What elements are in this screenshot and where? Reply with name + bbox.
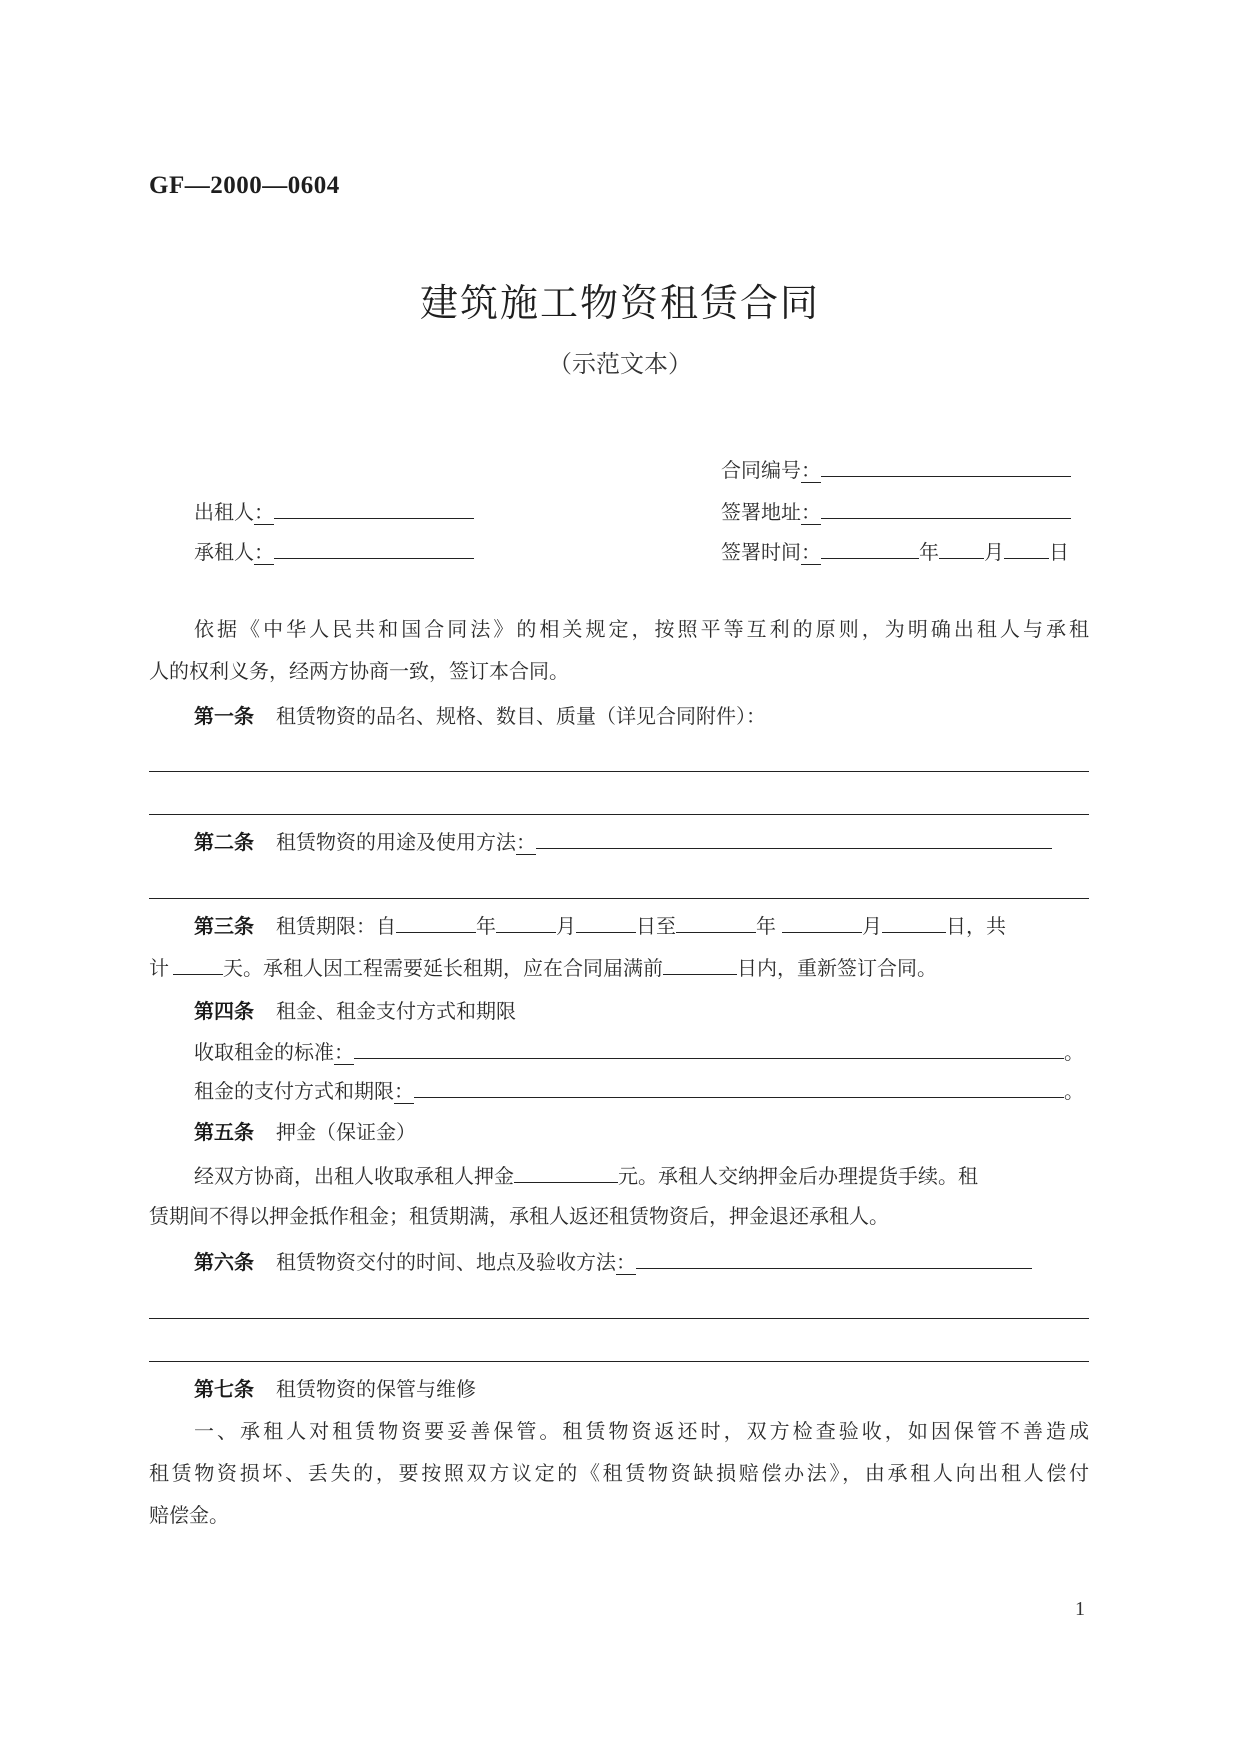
end-year-label: 年 [756,914,776,938]
contract-number-label: 合同编号 [721,458,801,482]
sign-time-label: 签署时间 [721,540,801,564]
lessor-blank[interactable] [274,496,474,519]
article-4-text: 租金、租金支付方式和期限 [276,999,516,1023]
article-1-fill-line-1[interactable] [149,771,1089,772]
payment-method-period: 。 [1064,1079,1084,1103]
article-5-line-2: 赁期间不得以押金抵作租金；租赁期满，承租人返还租赁物资后，押金退还承租人。 [149,1204,889,1228]
start-day-label: 日至 [636,914,676,938]
start-year-label: 年 [476,914,496,938]
contract-title: 建筑施工物资租赁合同 [419,281,820,325]
article-3-line-1 [194,910,1006,941]
lessor-field [194,496,474,527]
end-year-blank[interactable] [676,910,756,933]
contract-number-field [721,454,1071,485]
lessee-blank[interactable] [274,536,474,559]
extension-days-blank[interactable] [663,952,737,975]
article-1 [194,701,766,731]
rent-standard-label: 收取租金的标准 [194,1040,334,1064]
rent-standard-blank[interactable] [354,1036,1064,1059]
contract-subtitle: （示范文本） [548,350,692,378]
extension-text: 天。承租人因工程需要延长租期，应在合同届满前 [223,956,663,980]
start-month-label: 月 [556,914,576,938]
article-1-heading: 第一条 [194,704,254,728]
article-6-colon: ： [616,1250,636,1274]
sign-day-blank[interactable] [1004,536,1049,559]
article-5-text: 押金（保证金） [276,1120,416,1144]
article-7-para-1-line-3: 赔偿金。 [149,1503,229,1527]
payment-method-field [194,1075,1084,1106]
sign-time-field [721,536,1069,567]
article-2-fill-line[interactable] [149,898,1089,899]
article-6 [194,1246,1032,1277]
total-days-blank[interactable] [173,952,223,975]
article-3-lease-term: 租赁期限：自 [276,914,396,938]
sign-time-colon: ： [801,540,821,564]
article-6-fill-line-1[interactable] [149,1318,1089,1319]
article-2-colon: ： [516,830,536,854]
contract-number-blank[interactable] [821,454,1071,477]
intro-line-2: 人的权利义务，经两方协商一致，签订本合同。 [149,659,569,683]
article-7-para-1-line-2: 租赁物资损坏、丢失的，要按照双方议定的《租赁物资缺损赔偿办法》，由承租人向出租人偿付 [149,1461,1089,1485]
article-5 [194,1117,416,1147]
lessee-label: 承租人 [194,540,254,564]
article-6-blank[interactable] [636,1246,1032,1269]
article-3-heading: 第三条 [194,914,254,938]
sign-day-label: 日 [1049,540,1069,564]
rent-standard-period: 。 [1064,1040,1084,1064]
lessor-colon: ： [254,500,274,524]
article-6-heading: 第六条 [194,1250,254,1274]
end-month-blank[interactable] [782,910,862,933]
article-6-text: 租赁物资交付的时间、地点及验收方法 [276,1250,616,1274]
payment-method-blank[interactable] [414,1075,1064,1098]
lessor-label: 出租人 [194,500,254,524]
rent-standard-colon: ： [334,1040,354,1064]
rent-standard-field [194,1036,1084,1067]
sign-year-blank[interactable] [821,536,919,559]
article-3-line-2 [149,952,937,983]
article-2-blank[interactable] [536,826,1052,849]
article-2-heading: 第二条 [194,830,254,854]
intro-line-1: 依据《中华人民共和国合同法》的相关规定，按照平等互利的原则，为明确出租人与承租 [194,617,1089,641]
sign-place-blank[interactable] [821,496,1071,519]
sign-place-label: 签署地址 [721,500,801,524]
deposit-text-a: 经双方协商，出租人收取承租人押金 [194,1164,514,1188]
article-7 [194,1374,476,1404]
start-day-blank[interactable] [576,910,636,933]
lessee-field [194,536,474,567]
deposit-amount-blank[interactable] [514,1160,618,1183]
article-6-fill-line-2[interactable] [149,1361,1089,1362]
payment-method-colon: ： [394,1079,414,1103]
article-2 [194,826,1052,857]
article-7-heading: 第七条 [194,1377,254,1401]
contract-number-colon: ： [801,458,821,482]
start-year-blank[interactable] [396,910,476,933]
end-month-label: 月 [862,914,882,938]
article-5-line-1 [194,1160,978,1191]
total-label: 计 [149,956,169,980]
sign-month-blank[interactable] [939,536,984,559]
deposit-text-b: 元。承租人交纳押金后办理提货手续。租 [618,1164,978,1188]
article-4-heading: 第四条 [194,999,254,1023]
start-month-blank[interactable] [496,910,556,933]
document-code: GF—2000—0604 [149,172,340,199]
payment-method-label: 租金的支付方式和期限 [194,1079,394,1103]
article-1-fill-line-2[interactable] [149,814,1089,815]
sign-year-label: 年 [919,540,939,564]
extension-end-text: 日内，重新签订合同。 [737,956,937,980]
sign-month-label: 月 [984,540,1004,564]
sign-place-field [721,496,1071,527]
lessee-colon: ： [254,540,274,564]
article-5-heading: 第五条 [194,1120,254,1144]
end-day-blank[interactable] [882,910,946,933]
article-4 [194,996,516,1026]
sign-place-colon: ： [801,500,821,524]
article-7-para-1-line-1: 一、承租人对租赁物资要妥善保管。租赁物资返还时，双方检查验收，如因保管不善造成 [194,1419,1089,1443]
article-1-text: 租赁物资的品名、规格、数目、质量（详见合同附件）： [276,704,766,728]
article-7-text: 租赁物资的保管与维修 [276,1377,476,1401]
end-day-label: 日，共 [946,914,1006,938]
article-2-text: 租赁物资的用途及使用方法 [276,830,516,854]
page-number: 1 [1075,1598,1085,1620]
